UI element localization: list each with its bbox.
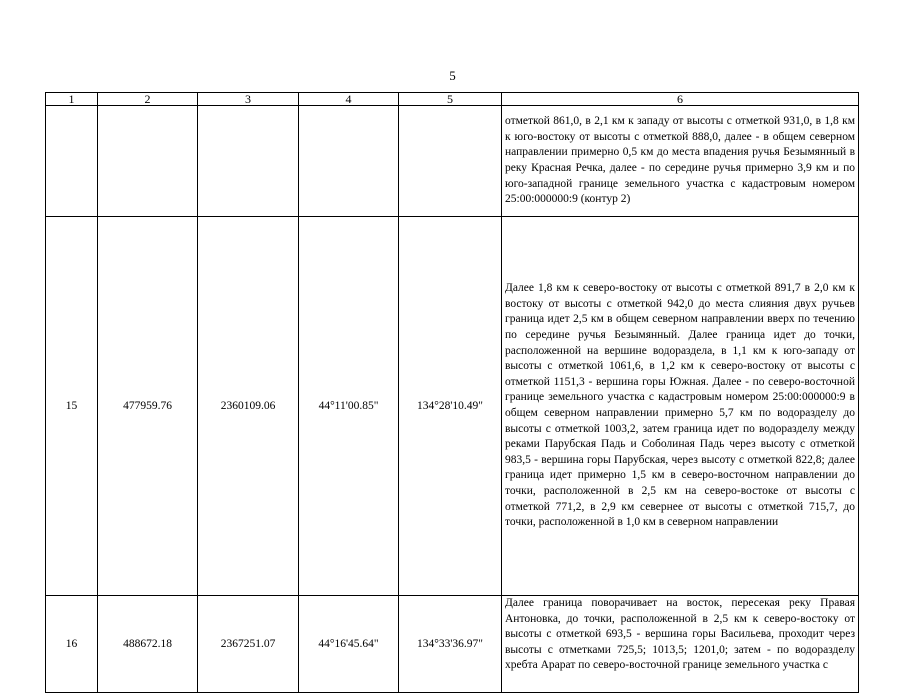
longitude-cell: 134°28'10.49" xyxy=(399,217,502,596)
table-row xyxy=(46,106,859,217)
longitude-cell: 134°33'36.97" xyxy=(399,596,502,693)
x-coordinate-cell: 488672.18 xyxy=(98,596,198,693)
page-number: 5 xyxy=(449,68,456,83)
boundary-description-cell: отметкой 861,0, в 2,1 км к западу от высоты с отметкой 931,0, в 1,8 км к юго-востоку от высоты с отметкой 888,0, далее - в общем северном направлении примерно 0,5 км до места впадения ручья Безымянный в реку Красная Речка, далее - по середине ручья примерно 3,9 км и по юго-западной границе земельного участка с кадастровым номером 25:00:000000:9 (контур 2) xyxy=(502,106,859,217)
table-row xyxy=(46,217,859,596)
boundary-description-text: Далее граница поворачивает на восток, пересекая реку Правая Антоновка, до точки, расположенной в 2,5 км к северо-востоку от высоты с отметкой 693,5 - вершина горы Васильева, проходит через высоты с отметками 725,5; 1013,5; 1201,0; затем - по водоразделу хребта Арарат по северо-восточной границе земельного участка с xyxy=(505,597,855,672)
boundary-coordinates-table xyxy=(45,92,859,693)
point-number-cell: 16 xyxy=(46,596,98,693)
x-coordinate-cell xyxy=(98,106,198,217)
latitude-cell: 44°16'45.64" xyxy=(299,596,399,693)
y-coordinate-cell: 2367251.07 xyxy=(198,596,299,693)
boundary-description-cell xyxy=(502,596,859,693)
point-number-cell: 15 xyxy=(46,217,98,596)
point-number-cell xyxy=(46,106,98,217)
column-header: 3 xyxy=(198,93,299,106)
y-coordinate-cell xyxy=(198,106,299,217)
column-header: 1 xyxy=(46,93,98,106)
column-header: 5 xyxy=(399,93,502,106)
y-coordinate-cell: 2360109.06 xyxy=(198,217,299,596)
latitude-cell xyxy=(299,106,399,217)
column-header: 4 xyxy=(299,93,399,106)
table-row xyxy=(46,596,859,693)
column-header: 6 xyxy=(502,93,859,106)
column-header: 2 xyxy=(98,93,198,106)
longitude-cell xyxy=(399,106,502,217)
x-coordinate-cell: 477959.76 xyxy=(98,217,198,596)
table-header-row xyxy=(46,93,859,106)
latitude-cell: 44°11'00.85" xyxy=(299,217,399,596)
boundary-description-cell: Далее 1,8 км к северо-востоку от высоты с отметкой 891,7 в 2,0 км к востоку от высоты с отметкой 942,0 до места слияния двух ручьев граница идет 2,5 км в общем северном направлении вверх по течению по середине ручья Безымянный. Далее граница идет до точки, расположенной на вершине водораздела, в 1,1 км к юго-западу от высоты с отметкой 1061,6, в 1,2 км к северо-востоку от высоты с отметкой 1151,3 - вершина горы Южная. Далее - по северо-восточной границе земельного участка с кадастровым номером 25:00:000000:9 в общем северном направлении примерно 5,7 км по водоразделу до высоты с отметкой 1003,2, затем граница идет по водоразделу между реками Парубская Падь и Соболиная Падь через высоту с отметкой 983,5 - вершина горы Парубская, через высоту с отметкой 822,8; далее граница идет примерно 1,5 км в северо-восточном направлении до точки, расположенной в 2,5 км на северо-востоке от высоты с отметкой 771,2, в 2,9 км севернее от высоты с отметкой 715,7, до точки, расположенной в 1,0 км в северном направлении xyxy=(502,217,859,596)
